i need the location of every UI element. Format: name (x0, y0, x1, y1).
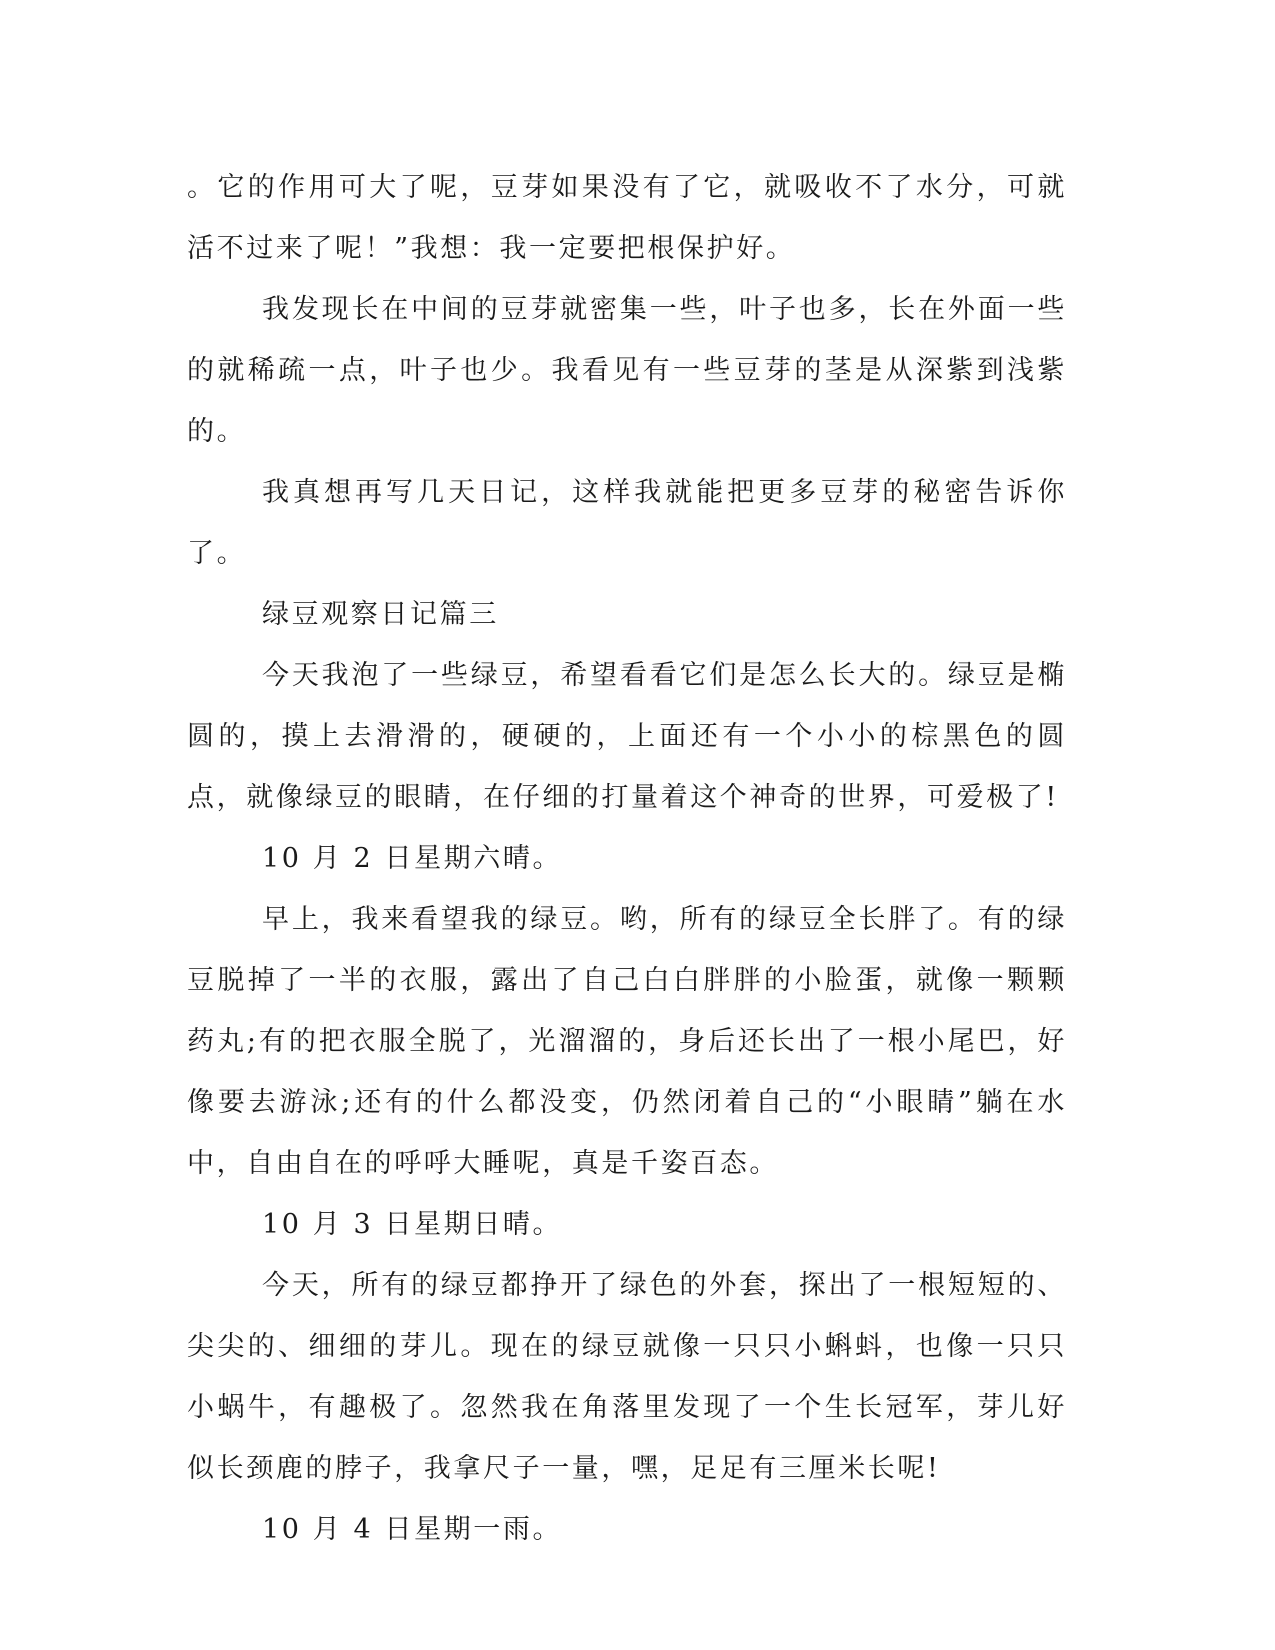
paragraph-3: 我真想再写几天日记，这样我就能把更多豆芽的秘密告诉你了。 (187, 477, 1067, 569)
date-line-oct-3: 10 月 3 日星期日晴。 (262, 1209, 563, 1240)
paragraph-5: 今天我泡了一些绿豆，希望看看它们是怎么长大的。绿豆是椭圆的，摸上去滑滑的，硬硬的，上面还有一个小小的棕黑色的圆点，就像绿豆的眼睛，在仔细的打量着这个神奇的世界，可爱极了! (187, 660, 1067, 813)
document-body (187, 157, 1067, 1560)
paragraph-2: 我发现长在中间的豆芽就密集一些，叶子也多，长在外面一些的就稀疏一点，叶子也少。我看见有一些豆芽的茎是从深紫到浅紫的。 (187, 294, 1067, 447)
paragraph-1: 。它的作用可大了呢，豆芽如果没有了它，就吸收不了水分，可就活不过来了呢！”我想：我一定要把根保护好。 (187, 172, 1067, 264)
date-line-oct-2: 10 月 2 日星期六晴。 (262, 843, 563, 874)
paragraph-7: 早上，我来看望我的绿豆。哟，所有的绿豆全长胖了。有的绿豆脱掉了一半的衣服，露出了自己白白胖胖的小脸蛋，就像一颗颗药丸;有的把衣服全脱了，光溜溜的，身后还长出了一根小尾巴，好像要去游泳;还有的什么都没变，仍然闭着自己的“小眼睛”躺在水中，自由自在的呼呼大睡呢，真是千姿百态。 (187, 904, 1067, 1179)
section-heading: 绿豆观察日记篇三 (262, 599, 499, 630)
date-line-oct-4: 10 月 4 日星期一雨。 (262, 1514, 563, 1545)
paragraph-9: 今天，所有的绿豆都挣开了绿色的外套，探出了一根短短的、尖尖的、细细的芽儿。现在的绿豆就像一只只小蝌蚪，也像一只只小蜗牛，有趣极了。忽然我在角落里发现了一个生长冠军，芽儿好似长颈鹿的脖子，我拿尺子一量，嘿，足足有三厘米长呢! (187, 1270, 1067, 1484)
